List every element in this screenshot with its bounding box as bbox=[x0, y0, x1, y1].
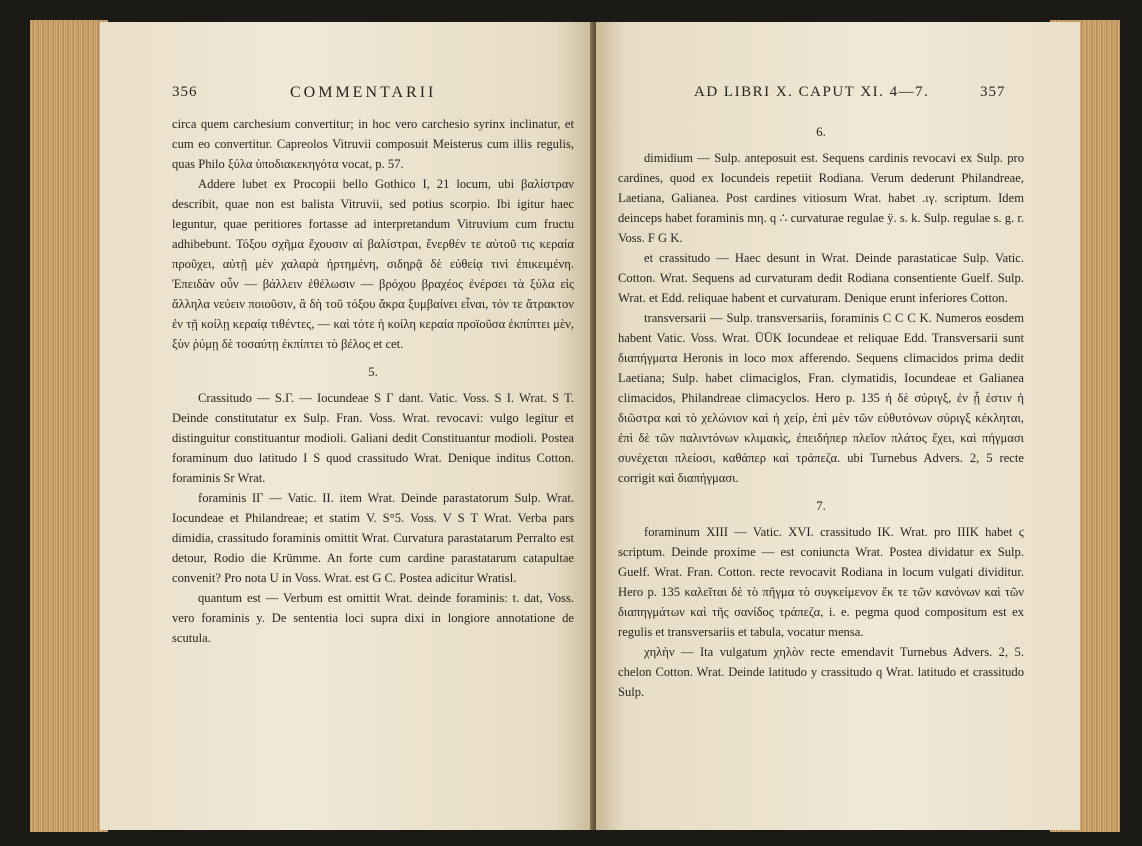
section-heading-6: 6. bbox=[816, 124, 826, 139]
open-book bbox=[30, 12, 1120, 840]
left-paragraph-5-2: foraminis IΓ — Vatic. II. item Wrat. Deinde parastatorum Sulp. Wrat. Iocundeae et Philandreae; et statim V. S°5. Voss. V S T Wrat. Verba pars dimidia, crassitudo foraminis omittit Wrat. Curvatura parastatarum Perralto est detour, Rodio die Krümme. An forte cum cardine parastatarum catapultae convenit? Pro nota U in Voss. Wrat. est G C. Postea adicitur Wratisl. bbox=[172, 491, 574, 585]
right-page-number: 357 bbox=[980, 84, 1006, 100]
right-paragraph-6-3: transversarii — Sulp. transversariis, foraminis C C C K. Numeros eosdem habent Vatic. Voss. Wrat. ŪŪK Iocundeae et reliquae Edd. Transversarii sunt διαπήγματα Heronis in loco mox afferendo. Sequens climacidos prima dedit Laetiana; Sulp. habet climaciglos, Fran. clymatidis, Iocundeae et Galianea climacidos, Philandreae climacyclos. Hero p. 135 ἡ δὲ σύριγξ, ἐν ᾗ ἐστιν ἡ διῶστρα καὶ τὸ χελώνιον καὶ ἡ χείρ, ἐπὶ μὲν τῶν εὐθυτόνων σύριγξ κέκληται, ἐπὶ δὲ τῶν παλιντόνων κλιμακὶς, ἐπειδήπερ πλεῖον πλάτος ἔχει, καὶ πήγμασι συνέχεται πλείοσι, καθάπερ καὶ τράπεζα. ubi Turnebus Advers. 2, 5 recte corrigit καὶ διαπήγμασι. bbox=[618, 311, 1024, 485]
right-text-block bbox=[618, 114, 1024, 702]
right-paragraph-6-1: dimidium — Sulp. anteposuit est. Sequens cardinis revocavi ex Sulp. pro cardines, quod ex Iocundeis repetiit Rodiana. Verum dederunt Philandreae, Laetiana, Galianea. Post cardines vitiosum Wrat. habet .ιγ. scriptum. Idem deinceps habet foraminis mη. q ∴ curvaturae regulae ÿ. s. k. Sulp. regulae s. g. r. Voss. F G K. bbox=[618, 151, 1024, 245]
right-page bbox=[596, 22, 1080, 830]
right-paragraph-6-2: et crassitudo — Haec desunt in Wrat. Deinde parastaticae Sulp. Vatic. Cotton. Wrat. Sequens ad curvaturam dedit Rodiana consentiente Guelf. Sulp. Wrat. et Edd. reliquae habent et curvaturam. Denique erunt inferiores Cotton. bbox=[618, 251, 1024, 305]
section-heading-5: 5. bbox=[368, 364, 378, 379]
left-text-block bbox=[172, 114, 574, 648]
left-paragraph-5-3: quantum est — Verbum est omittit Wrat. deinde foraminis: t. dat, Voss. vero foraminis y. De sententia loci supra dixi in longiore annotatione de scutula. bbox=[172, 591, 574, 645]
left-paragraph-1: circa quem carchesium convertitur; in hoc vero carchesio syrinx inclinatur, et cum eo convertitur. Capreolos Vitruvii composuit Meisterus cum illis regulis, quas Philo ξύλα ὑποδιακεκηγότα vocat, p. 57. bbox=[172, 117, 574, 171]
left-paragraph-5-1: Crassitudo — S.Γ. — Iocundeae S Γ dant. Vatic. Voss. S I. Wrat. S T. Deinde constitutatur ex Sulp. Fran. Voss. Wrat. revocavi: vulgo legitur et distinguitur constituantur modioli. Galiani dedit Constituantur modioli. Postea foraminum duo latitudo I S quod crassitudo Wrat. Denique inditus Cotton. foraminis Sr Wrat. bbox=[172, 391, 574, 485]
right-running-head: AD LIBRI X. CAPUT XI. 4—7. bbox=[694, 84, 930, 100]
section-heading-7: 7. bbox=[816, 498, 826, 513]
left-paragraph-2: Addere lubet ex Procopii bello Gothico I, 21 locum, ubi βαλίστραν describit, quae non est balista Vitruvii, sed potius scorpio. Ibi igitur haec leguntur, quae peritiores fortasse ad interpretandum Vitruvium cum fructu adhibebunt. Τόξου σχῆμα ἔχουσιν αἱ βαλίστραι, ἔνερθέν τε αὐτοῦ τις κεραία προῦχει, αὐτῇ μὲν χαλαρὰ ἠρτημένη, σιδηρᾷ δὲ εὐθείᾳ τινὶ ἐπικειμένη. Ἐπειδὰν οὖν — βάλλειν ἐθέλωσιν — βρόχου βραχέος ἐνέρσει τὰ ξύλα εἰς ἄλληλα νεύειν ποιοῦσιν, ἃ δὴ τοῦ τόξου ἄκρα ξυμβαίνει εἶναι, τόν τε ἄτρακτον ἐν τῇ κοίλῃ κεραίᾳ τιθέντες, — καὶ τότε ἡ κοίλη κεραία προϊοῦσα ἐκπίπτει μὲν, ξὺν ῥύμῃ δὲ τοσαύτῃ ἐκπίπτει τὸ βέλος et cet. bbox=[172, 177, 574, 351]
left-page-number: 356 bbox=[172, 84, 198, 100]
right-paragraph-7-2: χηλὴν — Ita vulgatum χηλὸν recte emendavit Turnebus Advers. 2, 5. chelon Cotton. Wrat. Deinde latitudo y crassitudo q Wrat. latitudo et crassitudo Sulp. bbox=[618, 645, 1024, 699]
right-paragraph-7-1: foraminum XIII — Vatic. XVI. crassitudo IK. Wrat. pro IIIK habet ϛ scriptum. Deinde proxime — est coniuncta Wrat. Postea dividatur ex Sulp. Guelf. Wrat. Fran. Cotton. recte revocavit Rodiana in locum vulgati dividitur. Hero p. 135 καλεῖται δὲ τὸ πῆγμα τὸ συγκείμενον ἔκ τε τῶν κανόνων καὶ τῶν διαπηγμάτων καὶ τῆς σανίδος τράπεζα, i. e. pegma quod compositum est ex regulis et transversariis et tabula, vocatur mensa. bbox=[618, 525, 1024, 639]
left-page bbox=[100, 22, 594, 830]
page-edges-left bbox=[30, 20, 108, 832]
left-running-head: COMMENTARII bbox=[290, 84, 437, 101]
